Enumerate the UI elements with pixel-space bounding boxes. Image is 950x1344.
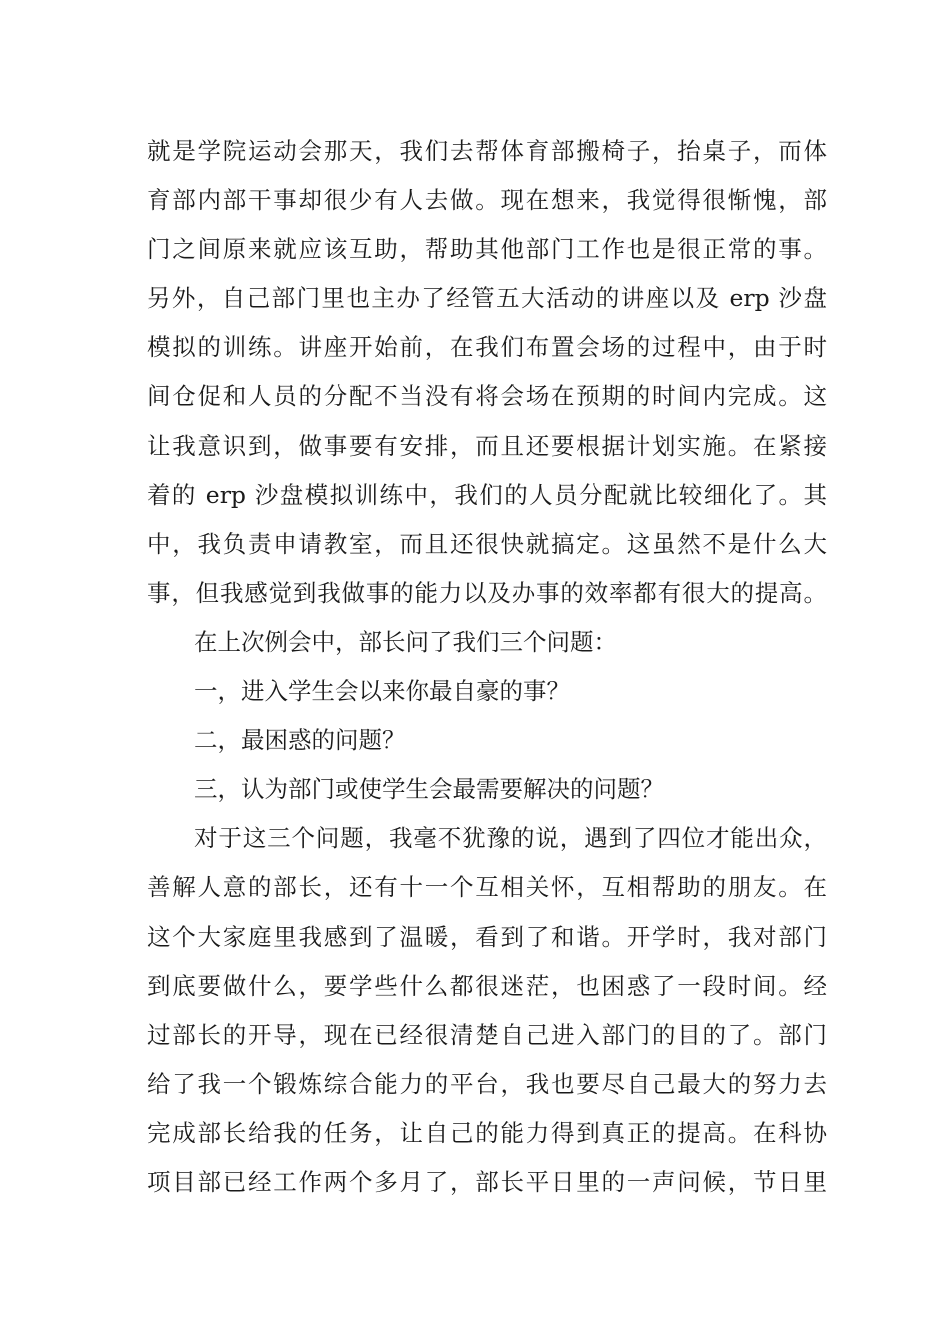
paragraph-line: 对于这三个问题，我毫不犹豫的说，遇到了四位才能出众，	[194, 824, 827, 853]
text-line: 这个大家庭里我感到了温暖，看到了和谐。开学时，我对部门	[147, 922, 827, 951]
question-one: 一，进入学生会以来你最自豪的事？	[194, 677, 570, 706]
text-line: 完成部长给我的任务，让自己的能力得到真正的提高。在科协	[147, 1118, 827, 1147]
paragraph-line: 在上次例会中，部长问了我们三个问题：	[194, 627, 617, 656]
text-line: 育部内部干事却很少有人去做。现在想来，我觉得很惭愧，部	[147, 186, 827, 215]
text-line: 中，我负责申请教室，而且还很快就搞定。这虽然不是什么大	[147, 529, 827, 558]
text-line: 过部长的开导，现在已经很清楚自己进入部门的目的了。部门	[147, 1020, 827, 1049]
body-text	[147, 127, 827, 1207]
text-line: 到底要做什么，要学些什么都很迷茫，也困惑了一段时间。经	[147, 971, 827, 1000]
text-line: 模拟的训练。讲座开始前，在我们布置会场的过程中，由于时	[147, 333, 827, 362]
text-line: 间仓促和人员的分配不当没有将会场在预期的时间内完成。这	[147, 382, 827, 411]
text-line: 给了我一个锻炼综合能力的平台，我也要尽自己最大的努力去	[147, 1069, 827, 1098]
text-line: 另外，自己部门里也主办了经管五大活动的讲座以及 erp 沙盘	[147, 284, 827, 313]
text-line: 项目部已经工作两个多月了，部长平日里的一声问候，节日里	[147, 1167, 827, 1196]
question-two: 二，最困惑的问题？	[194, 726, 406, 755]
text-line: 就是学院运动会那天，我们去帮体育部搬椅子，抬桌子，而体	[147, 137, 827, 165]
text-line: 让我意识到，做事要有安排，而且还要根据计划实施。在紧接	[147, 431, 827, 460]
text-line: 门之间原来就应该互助，帮助其他部门工作也是很正常的事。	[147, 235, 827, 264]
text-line: 着的 erp 沙盘模拟训练中，我们的人员分配就比较细化了。其	[147, 480, 827, 509]
text-line: 事，但我感觉到我做事的能力以及办事的效率都有很大的提高。	[147, 578, 827, 607]
text-line: 善解人意的部长，还有十一个互相关怀，互相帮助的朋友。在	[147, 873, 827, 902]
question-three: 三，认为部门或使学生会最需要解决的问题？	[194, 775, 664, 804]
